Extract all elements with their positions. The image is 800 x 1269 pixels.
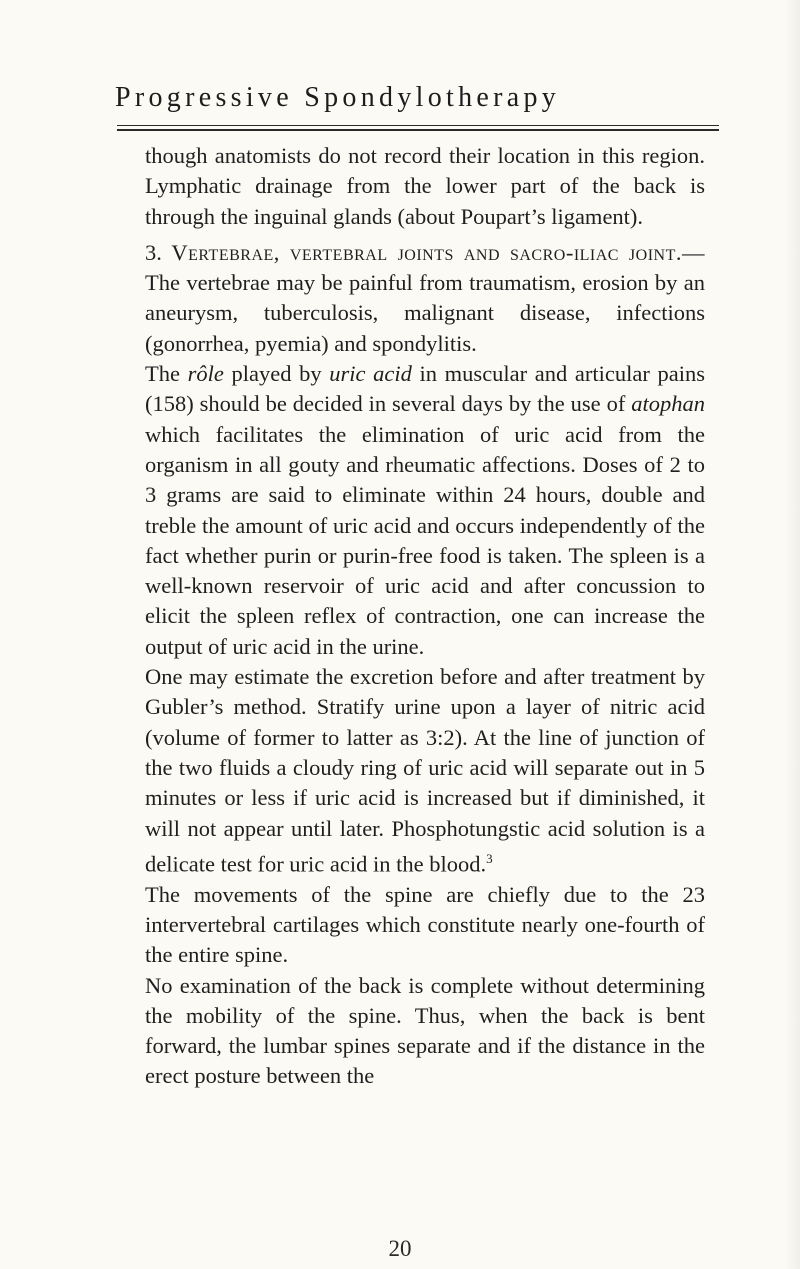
section-3-text: The vertebrae may be painful from traumatism, erosion by an aneurysm, tuberculosis, malignant disease, infections (gonorrhea, pyemia) and spondylitis. [145, 270, 705, 356]
paragraph-spine-mobility: No examination of the back is complete without determining the mobility of the spine. Thus, when the back is bent forward, the lumbar spines separate and if the distance in the erect posture between the [145, 972, 705, 1089]
uric-acid-text: The rôle played by uric acid in muscular and articular pains (158) should be decided in several days by the use of atophan which facilitates the elimination of uric acid from the organism in all gouty and rheumatic affections. Doses of 2 to 3 grams are said to eliminate within 24 hours, double and treble the amount of uric acid and occurs independently of the fact whether purin or purin-free food is taken. The spleen is a well-known reservoir of uric acid and after concussion to elicit the spleen reflex of contraction, one can increase the output of uric acid in the urine. [145, 361, 706, 659]
page-number: 20 [388, 1236, 412, 1261]
section-heading: Vertebrae, vertebral joints and sacro-iliac joint.— [171, 239, 705, 265]
paragraph-continuation: though anatomists do not record their location in this region. Lymphatic drainage from the lower part of the back is through the inguinal glands (about Poupart’s ligament). [145, 143, 705, 229]
header-rule-thin [117, 125, 719, 126]
page-edge-shadow [786, 0, 800, 1269]
italic-role: rôle [187, 361, 224, 387]
section-number: 3. [145, 239, 162, 265]
header-rule-thick [117, 129, 719, 131]
paragraph-spine-movements: The movements of the spine are chiefly due to the 23 intervertebral cartilages which constitute nearly one-fourth of the entire spine. [145, 881, 705, 968]
paragraph-uric-acid [145, 359, 705, 662]
footnote-mark: 3 [486, 850, 493, 866]
body-text [145, 141, 705, 1092]
paragraph-section-3 [145, 238, 705, 359]
running-head: Progressive Spondylotherapy [115, 82, 561, 113]
italic-uric-acid: uric acid [329, 361, 412, 387]
italic-atophan: atophan [631, 391, 705, 417]
gubler-text: One may estimate the excretion before and after treatment by Gubler’s method. Stratify urine upon a layer of nitric acid (volume of former to latter as 3:2). At the line of junction of the two fluids a cloudy ring of uric acid will separate out in 5 minutes or less if uric acid is increased but if diminished, it will not appear until later. Phosphotungstic acid solution is a delicate test for uric acid in the blood. [145, 664, 705, 877]
paragraph-gubler [145, 662, 705, 880]
